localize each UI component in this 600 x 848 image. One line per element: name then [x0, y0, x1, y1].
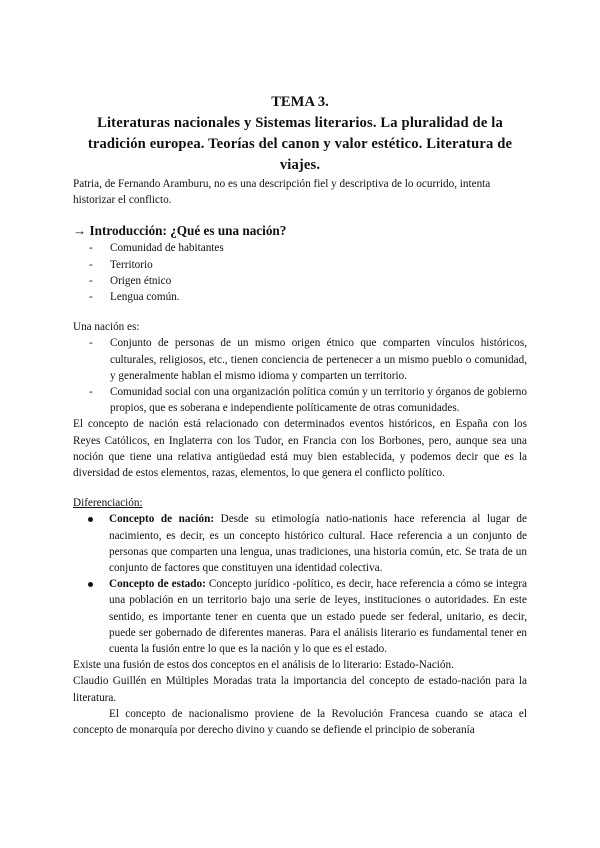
nation-elements-list — [73, 240, 527, 305]
dash-marker: - — [89, 242, 93, 255]
term-label: Concepto de nación: — [109, 513, 215, 526]
term-text: Desde su etimología natio-nationis hace referencia al lugar de nacimiento, es decir, es un concepto histórico cultural. Hace referencia a un conjunto de personas que comparten una lengua, unas tradiciones, una historia común, etc. Se trata de un conjunto de factores que constituyen una identidad colectiva. — [109, 513, 527, 575]
differentiation-label: Diferenciación: — [73, 497, 143, 510]
nationalism-paragraph: El concepto de nacionalismo proviene de la Revolución Francesa cuando se ataca el concepto de monarquía por derecho divino y cuando se defiende el principio de soberanía — [73, 707, 527, 737]
list-item — [95, 511, 527, 576]
list-item: - Conjunto de personas de un mismo origen étnico que comparten vínculos históricos, culturales, religiosos, etc., tienen conciencia de pertenecer a un mismo pueblo o comunidad, y generalmente hablan el mismo idioma y comparten un territorio. — [89, 337, 527, 382]
list-item: - Comunidad de habitantes — [89, 240, 527, 256]
list-item: - Origen étnico — [89, 273, 527, 289]
section-heading: → Introducción: ¿Qué es una nación? — [73, 223, 287, 239]
guillen-line: Claudio Guillén en Múltiples Moradas trata la importancia del concepto de estado-nación para la literatura. — [73, 675, 527, 704]
nation-definitions-list — [73, 335, 527, 416]
list-item — [95, 576, 527, 657]
dash-marker: - — [89, 258, 93, 271]
document-title: TEMA 3. — [271, 94, 329, 110]
document-body — [73, 93, 527, 738]
dash-marker: - — [89, 274, 93, 287]
nation-paragraph: El concepto de nación está relacionado con determinados eventos históricos, en España con los Reyes Católicos, en Inglaterra con los Tudor, en Francia con los Borbones, pero, aunque sea una noción que tiene una relativa antigüedad está muy bien establecida, y podemos decir que es la diversidad de estos elementos, razas, elementos, lo que genera el conflicto político. — [73, 418, 527, 480]
bullet-icon — [88, 517, 93, 522]
dash-marker: - — [89, 337, 93, 350]
nation-is-label: Una nación es: — [73, 321, 140, 334]
term-text: Concepto jurídico -político, es decir, hace referencia a cómo se integra una población en un territorio bajo una serie de leyes, instituciones o autoridades. En este sentido, es importante tener en cuenta que un estado puede ser federal, unitario, es decir, puede ser gobernado de diferentes maneras. Para el análisis literario es fundamental tener en cuenta la fusión entre lo que es la nación y lo que es el estado. — [109, 578, 527, 656]
dash-marker: - — [89, 291, 93, 304]
dash-marker: - — [89, 386, 93, 399]
list-item: - Lengua común. — [89, 289, 527, 305]
differentiation-list — [73, 511, 527, 657]
fusion-line: Existe una fusión de estos dos conceptos en el análisis de lo literario: Estado-Nación. — [73, 659, 454, 672]
list-item: - Comunidad social con una organización política común y un territorio y órganos de gobierno propios, que es soberana e independiente políticamente de otras comunidades. — [89, 386, 527, 415]
term-label: Concepto de estado: — [109, 578, 206, 591]
intro-paragraph: Patria, de Fernando Aramburu, no es una descripción fiel y descriptiva de lo ocurrido, intenta historizar el conflicto. — [73, 178, 491, 207]
document-subtitle: Literaturas nacionales y Sistemas literarios. La pluralidad de la tradición europea. Teorías del canon y valor estético. Literatura de viajes. — [87, 115, 513, 173]
bullet-icon — [88, 582, 93, 587]
list-item: - Territorio — [89, 257, 527, 273]
